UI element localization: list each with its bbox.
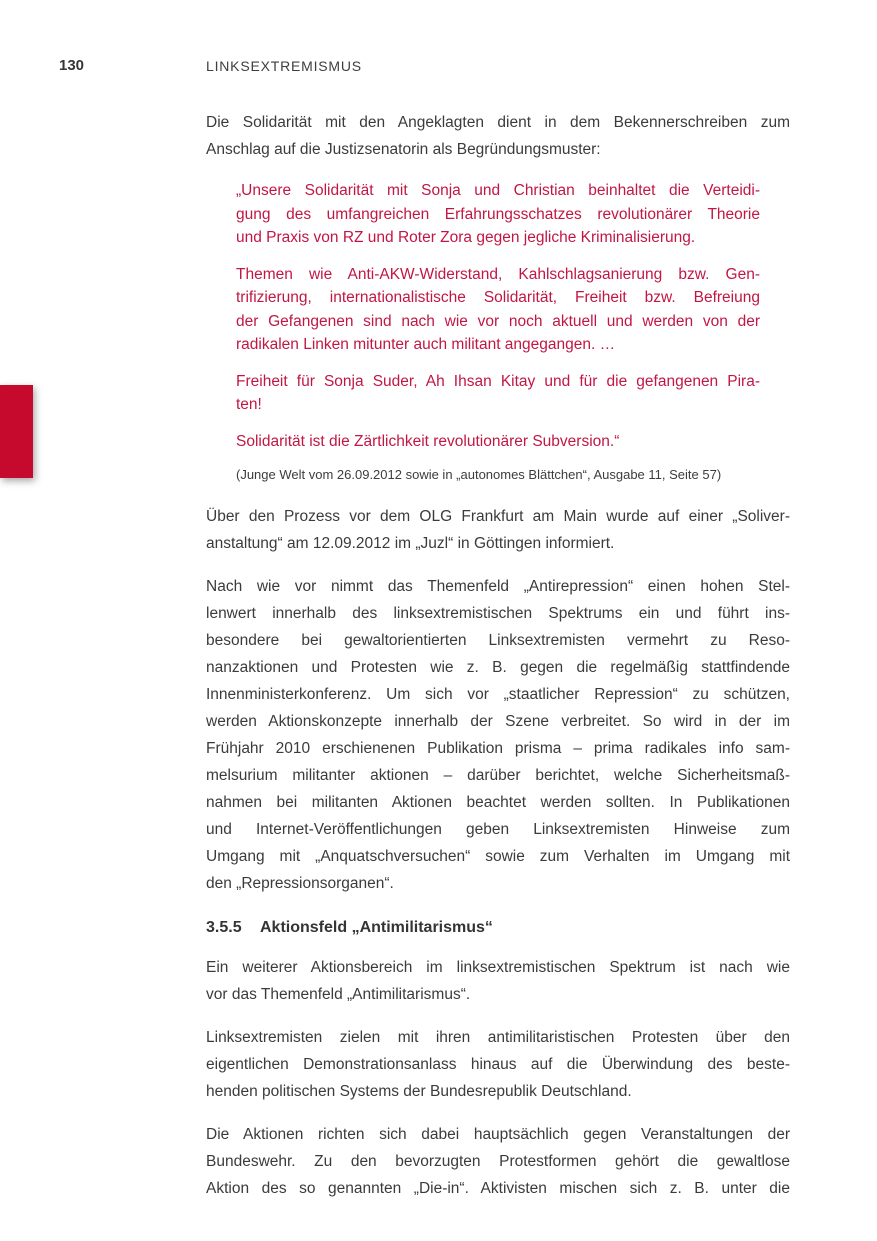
quote-block-2: [236, 263, 760, 357]
quote-block-3: [236, 370, 760, 417]
chapter-edge-tab-marker: [0, 385, 33, 478]
text-line: Die Aktionen richten sich dabei hauptsächlich gegen Veranstaltungen der: [206, 1126, 790, 1143]
text-line: Umgang mit „Anquatschversuchen“ sowie zum Verhalten im Umgang mit: [206, 848, 790, 865]
text-line: besondere bei gewaltorientierten Linksextremisten vermehrt zu Reso-: [206, 632, 790, 649]
running-header-title: LINKSEXTREMISMUS: [206, 58, 362, 74]
paragraph-antirepression: [206, 573, 790, 897]
text-line: Themen wie Anti-AKW-Widerstand, Kahlschlagsanierung bzw. Gen-: [236, 265, 760, 283]
section-heading: [206, 919, 790, 937]
running-header-row: [0, 57, 877, 77]
text-line: nahmen bei militanten Aktionen beachtet werden sollten. In Publikationen: [206, 794, 790, 811]
text-line: und Internet-Veröffentlichungen geben Linksextremisten Hinweise zum: [206, 821, 790, 838]
text-column: [206, 109, 790, 1218]
text-line: Nach wie vor nimmt das Themenfeld „Antirepression“ einen hohen Stel-: [206, 578, 790, 595]
quote-block-1: [236, 179, 760, 250]
text-line: Die Solidarität mit den Angeklagten dient in dem Bekennerschreiben zum: [206, 114, 790, 131]
text-line: anstaltung“ am 12.09.2012 im „Juzl“ in Göttingen informiert.: [206, 535, 615, 552]
text-line: henden politischen Systems der Bundesrepublik Deutschland.: [206, 1083, 632, 1100]
text-line: Linksextremisten zielen mit ihren antimilitaristischen Protesten über den: [206, 1029, 790, 1046]
text-line: werden Aktionskonzepte innerhalb der Szene verbreitet. So wird in der im: [206, 713, 790, 730]
text-line: und Praxis von RZ und Roter Zora gegen jegliche Kriminalisierung.: [236, 229, 696, 246]
paragraph-aktionsbereich: [206, 954, 790, 1008]
text-line: Solidarität ist die Zärtlichkeit revolutionärer Subversion.“: [236, 432, 620, 450]
text-line: melsurium militanter aktionen – darüber berichtet, welche Sicherheitsmaß-: [206, 767, 790, 784]
text-line: Bundeswehr. Zu den bevorzugten Protestformen gehört die gewaltlose: [206, 1153, 790, 1170]
section-number: 3.5.5: [206, 919, 242, 936]
text-line: eigentlichen Demonstrationsanlass hinaus auf die Überwindung des beste-: [206, 1056, 790, 1073]
text-line: gung des umfangreichen Erfahrungsschatzes revolutionärer Theorie: [236, 205, 760, 223]
text-line: der Gefangenen sind nach wie vor noch aktuell und werden von der: [236, 312, 760, 330]
text-line: ten!: [236, 396, 262, 413]
section-title: Aktionsfeld „Antimilitarismus“: [260, 919, 493, 936]
text-line: lenwert innerhalb des linksextremistischen Spektrums ein und führt ins-: [206, 605, 790, 622]
text-line: den „Repressionsorganen“.: [206, 875, 394, 892]
text-line: nanzaktionen und Protesten wie z. B. gegen die regelmäßig stattfindende: [206, 659, 790, 676]
source-citation: (Junge Welt vom 26.09.2012 sowie in „autonomes Blättchen“, Ausgabe 11, Seite 57): [236, 467, 722, 482]
quote-block-4: [236, 430, 760, 454]
paragraph-ziele: [206, 1024, 790, 1105]
text-line: trifizierung, internationalistische Solidarität, Freiheit bzw. Befreiung: [236, 289, 760, 306]
text-line: Aktion des so genannten „Die-in“. Aktivisten mischen sich z. B. unter die: [206, 1180, 790, 1197]
paragraph-prozess: [206, 503, 790, 557]
text-line: radikalen Linken mitunter auch militant angegangen. …: [236, 336, 616, 353]
text-line: Anschlag auf die Justizsenatorin als Begründungsmuster:: [206, 141, 601, 158]
text-line: Freiheit für Sonja Suder, Ah Ihsan Kitay und für die gefangenen Pira-: [236, 372, 760, 390]
text-line: „Unsere Solidarität mit Sonja und Christian beinhaltet die Verteidi-: [236, 182, 760, 199]
paragraph-intro: [206, 109, 790, 163]
page-number: 130: [59, 57, 85, 74]
text-line: Ein weiterer Aktionsbereich im linksextremistischen Spektrum ist nach wie: [206, 959, 790, 976]
text-line: vor das Themenfeld „Antimilitarismus“.: [206, 986, 471, 1003]
paragraph-aktionen: [206, 1121, 790, 1202]
text-line: Über den Prozess vor dem OLG Frankfurt am Main wurde auf einer „Soliver-: [206, 508, 790, 525]
text-line: Innenministerkonferenz. Um sich vor „staatlicher Repression“ zu schützen,: [206, 686, 790, 703]
text-line: Frühjahr 2010 erschienenen Publikation prisma – prima radikales info sam-: [206, 740, 790, 757]
